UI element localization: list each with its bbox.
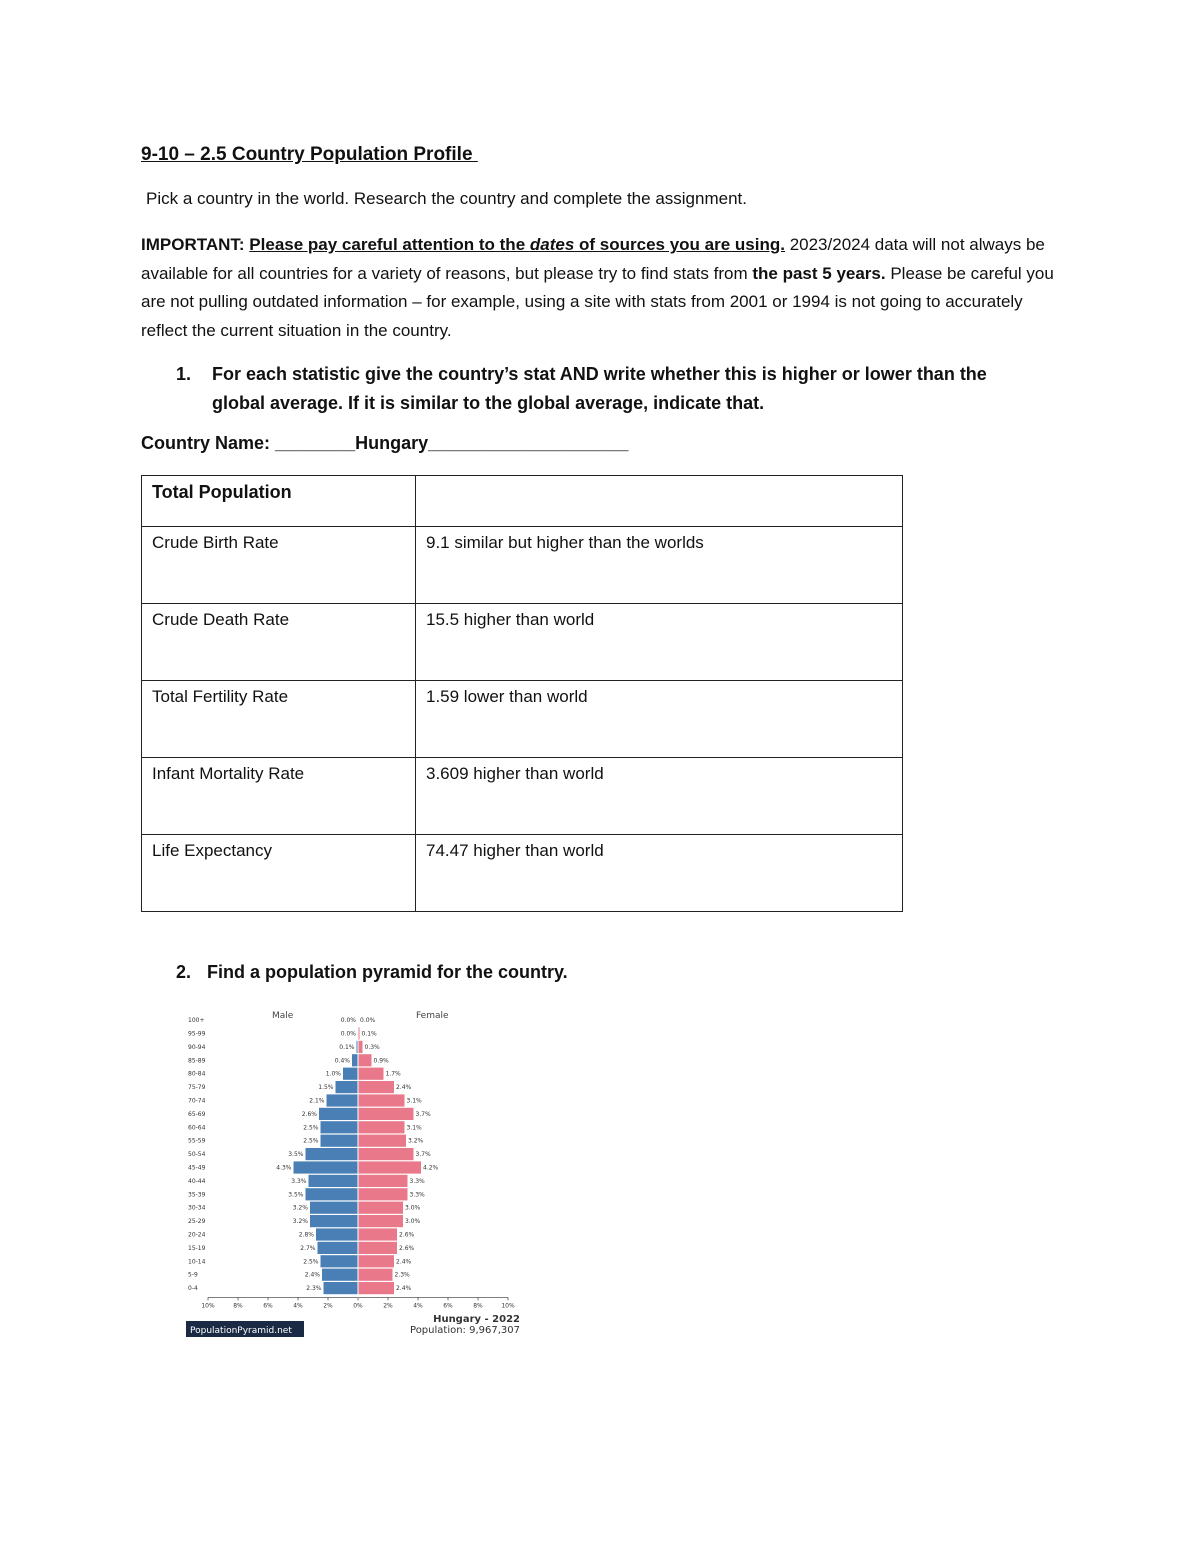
- table-row: [142, 835, 903, 912]
- male-value-label: 0.0%: [340, 1030, 356, 1038]
- female-value-label: 2.3%: [394, 1271, 410, 1279]
- legend-female: Female: [416, 1011, 449, 1021]
- female-value-label: 2.6%: [399, 1244, 415, 1252]
- legend-male: Male: [272, 1011, 294, 1021]
- male-bar: [324, 1282, 359, 1294]
- table-row: [142, 681, 903, 758]
- female-bar: [358, 1175, 408, 1187]
- female-value-label: 0.9%: [373, 1057, 389, 1065]
- male-bar: [321, 1255, 359, 1267]
- stat-value[interactable]: [416, 476, 903, 527]
- age-group-label: 80-84: [188, 1070, 206, 1078]
- male-bar: [310, 1215, 358, 1227]
- question-2-text: Find a population pyramid for the country.: [207, 962, 568, 982]
- male-value-label: 4.3%: [276, 1164, 292, 1172]
- age-group-label: 45-49: [188, 1164, 206, 1172]
- male-bar: [321, 1135, 359, 1147]
- country-name-line: Country Name: ________Hungary____________________: [141, 433, 629, 453]
- female-bar: [358, 1054, 372, 1066]
- question-1-text: For each statistic give the country’s stat AND write whether this is higher or lower than the global average. If it is similar to the global average, indicate that.: [212, 364, 987, 413]
- male-bar: [343, 1068, 358, 1080]
- male-value-label: 2.5%: [303, 1124, 319, 1132]
- male-bar: [321, 1121, 359, 1133]
- stat-label: Infant Mortality Rate: [142, 758, 416, 835]
- stats-table: [141, 475, 903, 912]
- x-tick-label: 6%: [263, 1302, 273, 1310]
- female-bar: [358, 1242, 397, 1254]
- source-label: PopulationPyramid.net: [190, 1326, 292, 1336]
- male-bar: [336, 1081, 359, 1093]
- x-tick-label: 8%: [473, 1302, 483, 1310]
- female-value-label: 2.4%: [396, 1084, 412, 1092]
- female-bar: [358, 1108, 414, 1120]
- stat-label: Total Fertility Rate: [142, 681, 416, 758]
- question-2-number: 2.: [176, 962, 192, 982]
- table-row: [142, 758, 903, 835]
- male-bar: [318, 1242, 359, 1254]
- question-2: [176, 962, 568, 983]
- female-value-label: 0.1%: [361, 1030, 377, 1038]
- female-bar: [358, 1148, 414, 1160]
- female-value-label: 3.0%: [405, 1204, 421, 1212]
- female-value-label: 3.3%: [409, 1177, 425, 1185]
- table-row: [142, 527, 903, 604]
- age-group-label: 60-64: [188, 1124, 206, 1132]
- age-group-label: 50-54: [188, 1151, 206, 1159]
- male-value-label: 1.0%: [325, 1070, 341, 1078]
- female-value-label: 3.2%: [408, 1137, 424, 1145]
- x-tick-label: 10%: [201, 1302, 215, 1310]
- male-value-label: 3.3%: [291, 1177, 307, 1185]
- age-group-label: 40-44: [188, 1177, 206, 1185]
- male-value-label: 2.8%: [298, 1231, 314, 1239]
- age-group-label: 15-19: [188, 1244, 206, 1252]
- age-group-label: 70-74: [188, 1097, 206, 1105]
- female-bar: [358, 1161, 421, 1173]
- male-value-label: 0.4%: [334, 1057, 350, 1065]
- important-note: [141, 231, 1061, 345]
- female-value-label: 2.4%: [396, 1258, 412, 1266]
- population-pyramid-chart: [180, 1002, 530, 1342]
- x-tick-label: 0%: [353, 1302, 363, 1310]
- table-row: [142, 604, 903, 681]
- age-group-label: 25-29: [188, 1218, 206, 1226]
- female-bar: [358, 1041, 363, 1053]
- female-bar: [358, 1094, 405, 1106]
- important-text-2: Please be careful you are not pulling outdated information – for example, using a site with stats from 2001 or 1994 is not going to accurately reflect the current situation in the country.: [141, 263, 1054, 340]
- age-group-label: 95-99: [188, 1030, 206, 1038]
- age-group-label: 90-94: [188, 1043, 206, 1051]
- male-value-label: 2.6%: [301, 1110, 317, 1118]
- intro-text: Pick a country in the world. Research the country and complete the assignment.: [146, 189, 747, 208]
- male-bar: [306, 1188, 359, 1200]
- female-bar: [358, 1081, 394, 1093]
- male-bar: [309, 1175, 359, 1187]
- female-value-label: 3.1%: [406, 1097, 422, 1105]
- female-bar: [358, 1202, 403, 1214]
- female-value-label: 3.7%: [415, 1151, 431, 1159]
- x-tick-label: 2%: [323, 1302, 333, 1310]
- male-value-label: 3.2%: [292, 1218, 308, 1226]
- stat-label: Crude Birth Rate: [142, 527, 416, 604]
- stat-label: Crude Death Rate: [142, 604, 416, 681]
- male-bar: [327, 1094, 359, 1106]
- age-group-label: 35-39: [188, 1191, 206, 1199]
- important-dates: dates: [529, 235, 575, 254]
- female-value-label: 3.7%: [415, 1110, 431, 1118]
- male-value-label: 3.5%: [288, 1151, 304, 1159]
- male-value-label: 2.5%: [303, 1258, 319, 1266]
- important-emphasis-b: of sources you are using.: [574, 235, 785, 254]
- age-group-label: 30-34: [188, 1204, 206, 1212]
- male-value-label: 1.5%: [318, 1084, 334, 1092]
- age-group-label: 75-79: [188, 1084, 206, 1092]
- female-bar: [358, 1188, 408, 1200]
- x-tick-label: 4%: [293, 1302, 303, 1310]
- chart-title: Hungary - 2022: [433, 1314, 520, 1325]
- male-bar: [319, 1108, 358, 1120]
- male-bar: [310, 1202, 358, 1214]
- female-value-label: 0.3%: [364, 1043, 380, 1051]
- female-bar: [358, 1228, 397, 1240]
- male-bar: [322, 1269, 358, 1281]
- male-value-label: 2.5%: [303, 1137, 319, 1145]
- female-value-label: 2.4%: [396, 1285, 412, 1293]
- male-value-label: 0.1%: [339, 1043, 355, 1051]
- male-value-label: 2.7%: [300, 1244, 316, 1252]
- x-tick-label: 2%: [383, 1302, 393, 1310]
- female-value-label: 2.6%: [399, 1231, 415, 1239]
- male-value-label: 3.2%: [292, 1204, 308, 1212]
- important-text-1: 2023/2024 data will not always be available for all countries for a variety of reasons, but please try to find stats from: [141, 235, 1045, 283]
- important-emphasis-a: Please pay careful attention to the: [249, 235, 530, 254]
- x-tick-label: 6%: [443, 1302, 453, 1310]
- important-label: IMPORTANT:: [141, 235, 250, 254]
- age-group-label: 55-59: [188, 1137, 206, 1145]
- stat-value[interactable]: 9.1 similar but higher than the worlds: [416, 527, 903, 604]
- stat-label: Total Population: [142, 476, 416, 527]
- stat-value[interactable]: 15.5 higher than world: [416, 604, 903, 681]
- age-group-label: 100+: [188, 1017, 205, 1025]
- age-group-label: 65-69: [188, 1110, 206, 1118]
- stat-value[interactable]: 1.59 lower than world: [416, 681, 903, 758]
- female-bar: [358, 1269, 393, 1281]
- male-bar: [306, 1148, 359, 1160]
- female-value-label: 3.0%: [405, 1218, 421, 1226]
- female-bar: [358, 1255, 394, 1267]
- x-tick-label: 4%: [413, 1302, 423, 1310]
- male-value-label: 2.3%: [306, 1285, 322, 1293]
- table-row: [142, 476, 903, 527]
- male-value-label: 3.5%: [288, 1191, 304, 1199]
- female-value-label: 4.2%: [423, 1164, 439, 1172]
- age-group-label: 5-9: [188, 1271, 198, 1279]
- male-bar: [294, 1161, 359, 1173]
- male-bar: [316, 1228, 358, 1240]
- female-value-label: 1.7%: [385, 1070, 401, 1078]
- female-value-label: 3.1%: [406, 1124, 422, 1132]
- page-title: 9-10 – 2.5 Country Population Profile: [141, 144, 478, 165]
- x-tick-label: 8%: [233, 1302, 243, 1310]
- female-bar: [358, 1068, 384, 1080]
- stat-value[interactable]: 3.609 higher than world: [416, 758, 903, 835]
- male-value-label: 2.4%: [304, 1271, 320, 1279]
- male-value-label: 0.0%: [340, 1017, 356, 1025]
- question-1: [176, 360, 1036, 417]
- male-value-label: 2.1%: [309, 1097, 325, 1105]
- female-bar: [358, 1215, 403, 1227]
- age-group-label: 10-14: [188, 1258, 206, 1266]
- chart-subtitle: Population: 9,967,307: [410, 1325, 520, 1336]
- female-bar: [358, 1282, 394, 1294]
- stat-value[interactable]: 74.47 higher than world: [416, 835, 903, 912]
- age-group-label: 0-4: [188, 1285, 198, 1293]
- stat-label: Life Expectancy: [142, 835, 416, 912]
- question-1-number: 1.: [176, 364, 192, 384]
- female-value-label: 3.3%: [409, 1191, 425, 1199]
- age-group-label: 85-89: [188, 1057, 206, 1065]
- female-value-label: 0.0%: [360, 1017, 376, 1025]
- age-group-label: 20-24: [188, 1231, 206, 1239]
- important-bold-years: the past 5 years.: [752, 263, 886, 283]
- x-tick-label: 10%: [501, 1302, 515, 1310]
- female-bar: [358, 1135, 406, 1147]
- male-bar: [352, 1054, 358, 1066]
- female-bar: [358, 1121, 405, 1133]
